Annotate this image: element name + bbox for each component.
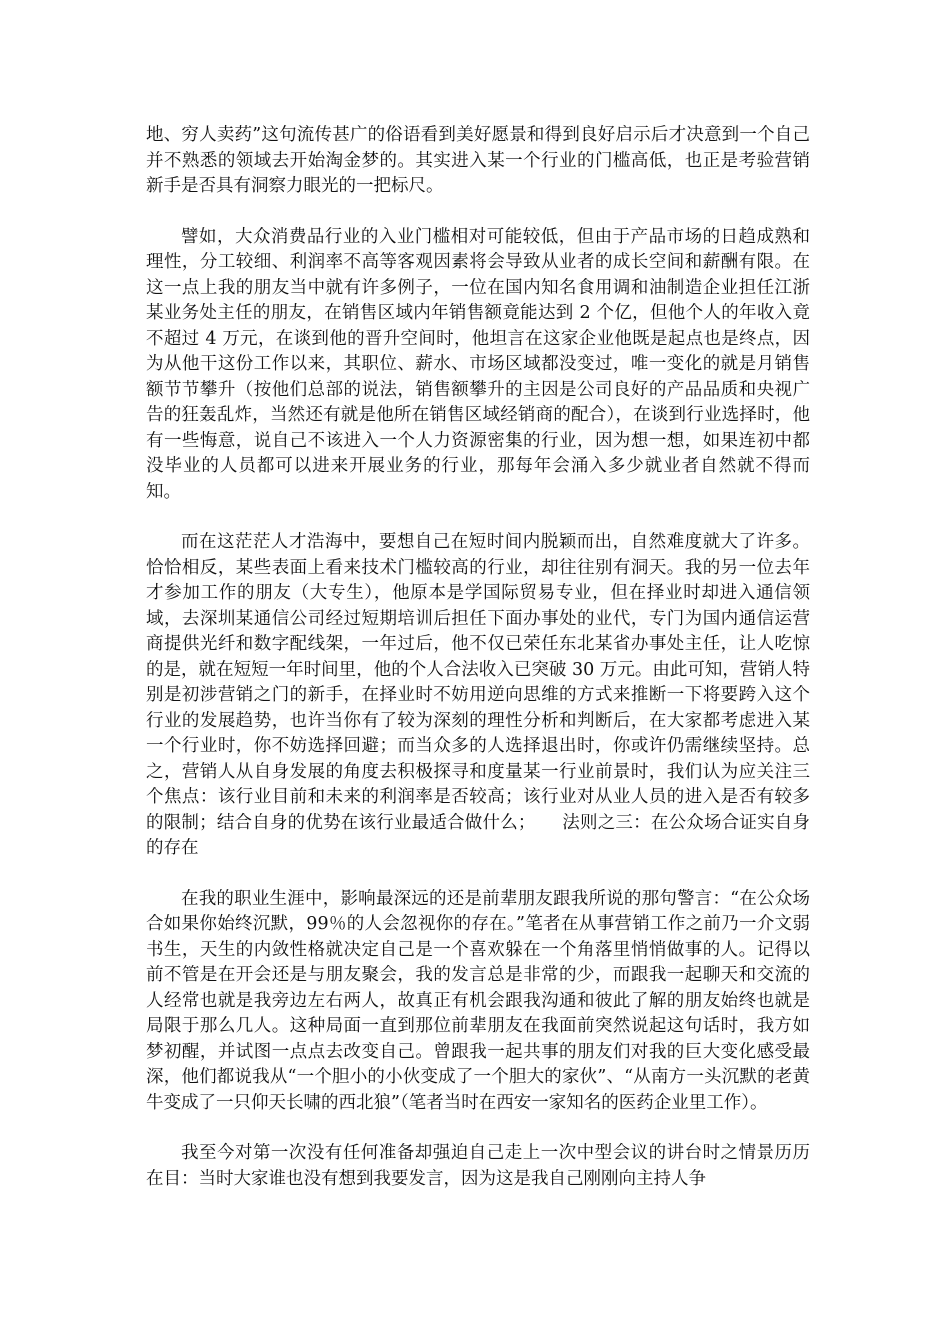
paragraph-2: 譬如，大众消费品行业的入业门槛相对可能较低，但由于产品市场的日趋成熟和理性，分工较细、利润率不高等客观因素将会导致从业者的成长空间和薪酬有限。在这一点上我的朋友当中就有许多例子，一位在国内知名食用调和油制造企业担任江浙某业务处主任的朋友，在销售区域内年销售额竟能达到 2 个亿，但他个人的年收入竟不超过 4 万元，在谈到他的晋升空间时，他坦言在这家企业他既是起点也是终点，因为从他干这份工作以来，其职位、薪水、市场区域都没变过，唯一变化的就是月销售额节节攀升（按他们总部的说法，销售额攀升的主因是公司良好的产品品质和央视广告的狂轰乱炸，当然还有就是他所在销售区域经销商的配合），在谈到行业选择时，他有一些悔意，说自己不该进入一个人力资源密集的行业，因为想一想，如果连初中都没毕业的人员都可以进来开展业务的行业，那每年会涌入多少就业者自然就不得而知。 [146,226,810,502]
document-body [146,123,810,1217]
paragraph-5: 我至今对第一次没有任何准备却强迫自己走上一次中型会议的讲台时之情景历历在目：当时大家谁也没有想到我要发言，因为这是我自己刚刚向主持人争 [146,1143,810,1189]
paragraph-3: 而在这茫茫人才浩海中，要想自己在短时间内脱颖而出，自然难度就大了许多。恰恰相反，某些表面上看来技术门槛较高的行业，却往往别有洞天。我的另一位去年才参加工作的朋友（大专生），他原本是学国际贸易专业，但在择业时却进入通信领域，去深圳某通信公司经过短期培训后担任下面办事处的业代，专门为国内通信运营商提供光纤和数字配线架，一年过后，他不仅已荣任东北某省办事处主任，让人吃惊的是，就在短短一年时间里，他的个人合法收入已突破 30 万元。由此可知，营销人特别是初涉营销之门的新手，在择业时不妨用逆向思维的方式来推断一下将要跨入这个行业的发展趋势，也许当你有了较为深刻的理性分析和判断后，在大家都考虑进入某一个行业时，你不妨选择回避；而当众多的人选择退出时，你或许仍需继续坚持。总之，营销人从自身发展的角度去积极探寻和度量某一行业前景时，我们认为应关注三个焦点：该行业目前和未来的利润率是否较高；该行业对从业人员的进入是否有较多的限制；结合自身的优势在该行业最适合做什么； 法则之三：在公众场合证实自身的存在 [146,532,810,858]
paragraph-4: 在我的职业生涯中，影响最深远的还是前辈朋友跟我所说的那句警言：“在公众场合如果你始终沉默，99％的人会忽视你的存在。”笔者在从事营销工作之前乃一介文弱书生，天生的内敛性格就决定自己是一个喜欢躲在一个角落里悄悄做事的人。记得以前不管是在开会还是与朋友聚会，我的发言总是非常的少，而跟我一起聊天和交流的人经常也就是我旁边左右两人，故真正有机会跟我沟通和彼此了解的朋友始终也就是局限于那么几人。这种局面一直到那位前辈朋友在我面前突然说起这句话时，我方如梦初醒，并试图一点点去改变自己。曾跟我一起共事的朋友们对我的巨大变化感受最深，他们都说我从“一个胆小的小伙变成了一个胆大的家伙”、“从南方一头沉默的老黄牛变成了一只仰天长啸的西北狼”（笔者当时在西安一家知名的医药企业里工作）。 [146,888,810,1113]
paragraph-1: 地、穷人卖药”这句流传甚广的俗语看到美好愿景和得到良好启示后才决意到一个自己并不熟悉的领域去开始淘金梦的。其实进入某一个行业的门槛高低，也正是考验营销新手是否具有洞察力眼光的一把标尺。 [146,125,810,196]
